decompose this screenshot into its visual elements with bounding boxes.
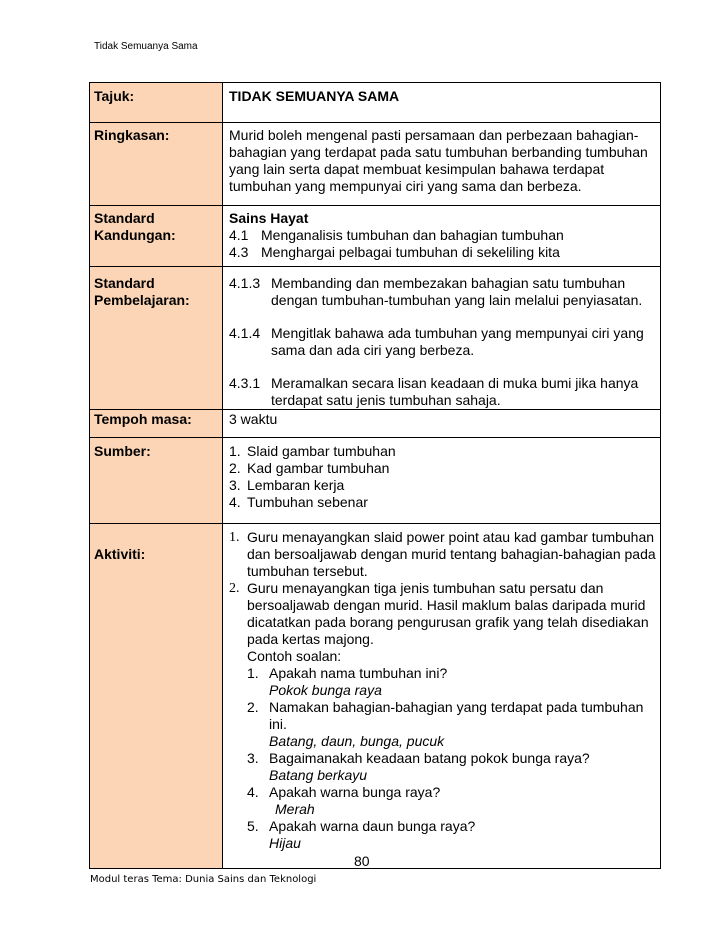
label-line-2: Kandungan:: [94, 227, 176, 243]
contoh-soalan-label: Contoh soalan:: [247, 648, 342, 664]
question-answer: Batang berkayu: [269, 767, 368, 783]
aktiviti-item: 1. Guru menayangkan slaid power point atau kad gambar tumbuhan dan bersoaljawab dengan murid tentang bahagian-bahagian pada tumbuhan tersebut.: [229, 529, 656, 579]
row-tajuk: [90, 83, 661, 123]
value-aktiviti: [223, 524, 661, 869]
value-standard-pembelajaran: [223, 267, 661, 410]
label-line-1: Standard: [94, 210, 155, 226]
value-tempoh: 3 waktu: [223, 410, 661, 438]
label-aktiviti: Aktiviti:: [90, 524, 223, 869]
question-answer: Batang, daun, bunga, pucuk: [269, 733, 445, 749]
pembelajaran-item: 4.1.4 Mengitlak bahawa ada tumbuhan yang mempunyai ciri yang sama dan ada ciri yang berbeza.: [229, 325, 644, 358]
sumber-item: 3. Lembaran kerja: [229, 477, 345, 493]
lesson-plan-table: [89, 82, 661, 869]
sumber-item: 1. Slaid gambar tumbuhan: [229, 443, 396, 459]
page-number: 80: [354, 853, 370, 869]
row-ringkasan: [90, 123, 661, 206]
value-ringkasan: Murid boleh mengenal pasti persamaan dan perbezaan bahagian-bahagian yang terdapat pada satu tumbuhan berbanding tumbuhan yang lain serta dapat membuat kesimpulan bahawa terdapat tumbuhan yang mempunyai ciri yang sama dan berbeza.: [223, 123, 661, 206]
kandungan-heading: Sains Hayat: [229, 210, 309, 226]
value-tajuk: TIDAK SEMUANYA SAMA: [223, 83, 661, 123]
footer: Modul teras Tema: Dunia Sains dan Teknologi: [90, 874, 317, 885]
pembelajaran-item: 4.3.1 Meramalkan secara lisan keadaan di muka bumi jika hanya terdapat satu jenis tumbuhan sahaja.: [229, 375, 639, 408]
label-line-2: Pembelajaran:: [94, 292, 190, 308]
row-aktiviti: [90, 524, 661, 869]
value-sumber: [223, 438, 661, 524]
question-answer: Merah: [275, 801, 315, 817]
label-standard-pembelajaran: [90, 267, 223, 410]
label-tajuk: Tajuk:: [90, 83, 223, 123]
kandungan-item: 4.1 Menganalisis tumbuhan dan bahagian tumbuhan: [229, 227, 564, 243]
question-answer: Hijau: [269, 835, 301, 851]
kandungan-item: 4.3 Menghargai pelbagai tumbuhan di sekeliling kita: [229, 244, 560, 260]
sumber-item: 4. Tumbuhan sebenar: [229, 494, 368, 510]
row-standard-pembelajaran: [90, 267, 661, 410]
label-standard-kandungan: [90, 206, 223, 267]
label-tempoh: Tempoh masa:: [90, 410, 223, 438]
question-item: 2. Namakan bahagian-bahagian yang terdapat pada tumbuhan ini.: [247, 699, 644, 732]
running-header: Tidak Semuanya Sama: [94, 41, 198, 52]
question-item: 1. Apakah nama tumbuhan ini?: [247, 665, 448, 681]
question-item: 5. Apakah warna daun bunga raya?: [247, 818, 476, 834]
question-item: 3. Bagaimanakah keadaan batang pokok bunga raya?: [247, 750, 590, 766]
row-sumber: [90, 438, 661, 524]
sumber-item: 2. Kad gambar tumbuhan: [229, 460, 390, 476]
row-tempoh: [90, 410, 661, 438]
row-standard-kandungan: [90, 206, 661, 267]
label-sumber: Sumber:: [90, 438, 223, 524]
value-standard-kandungan: [223, 206, 661, 267]
question-answer: Pokok bunga raya: [269, 682, 382, 698]
aktiviti-item: 2. Guru menayangkan tiga jenis tumbuhan satu persatu dan bersoaljawab dengan murid. Hasil maklum balas daripada murid dicatatkan pada borang pengurusan grafik yang telah disediakan pada kertas majong.: [229, 580, 649, 647]
label-line-1: Standard: [94, 275, 155, 291]
question-item: 4. Apakah warna bunga raya?: [247, 784, 441, 800]
pembelajaran-item: 4.1.3 Membanding dan membezakan bahagian satu tumbuhan dengan tumbuhan-tumbuhan yang lain melalui penyiasatan.: [229, 275, 643, 308]
label-ringkasan: Ringkasan:: [90, 123, 223, 206]
